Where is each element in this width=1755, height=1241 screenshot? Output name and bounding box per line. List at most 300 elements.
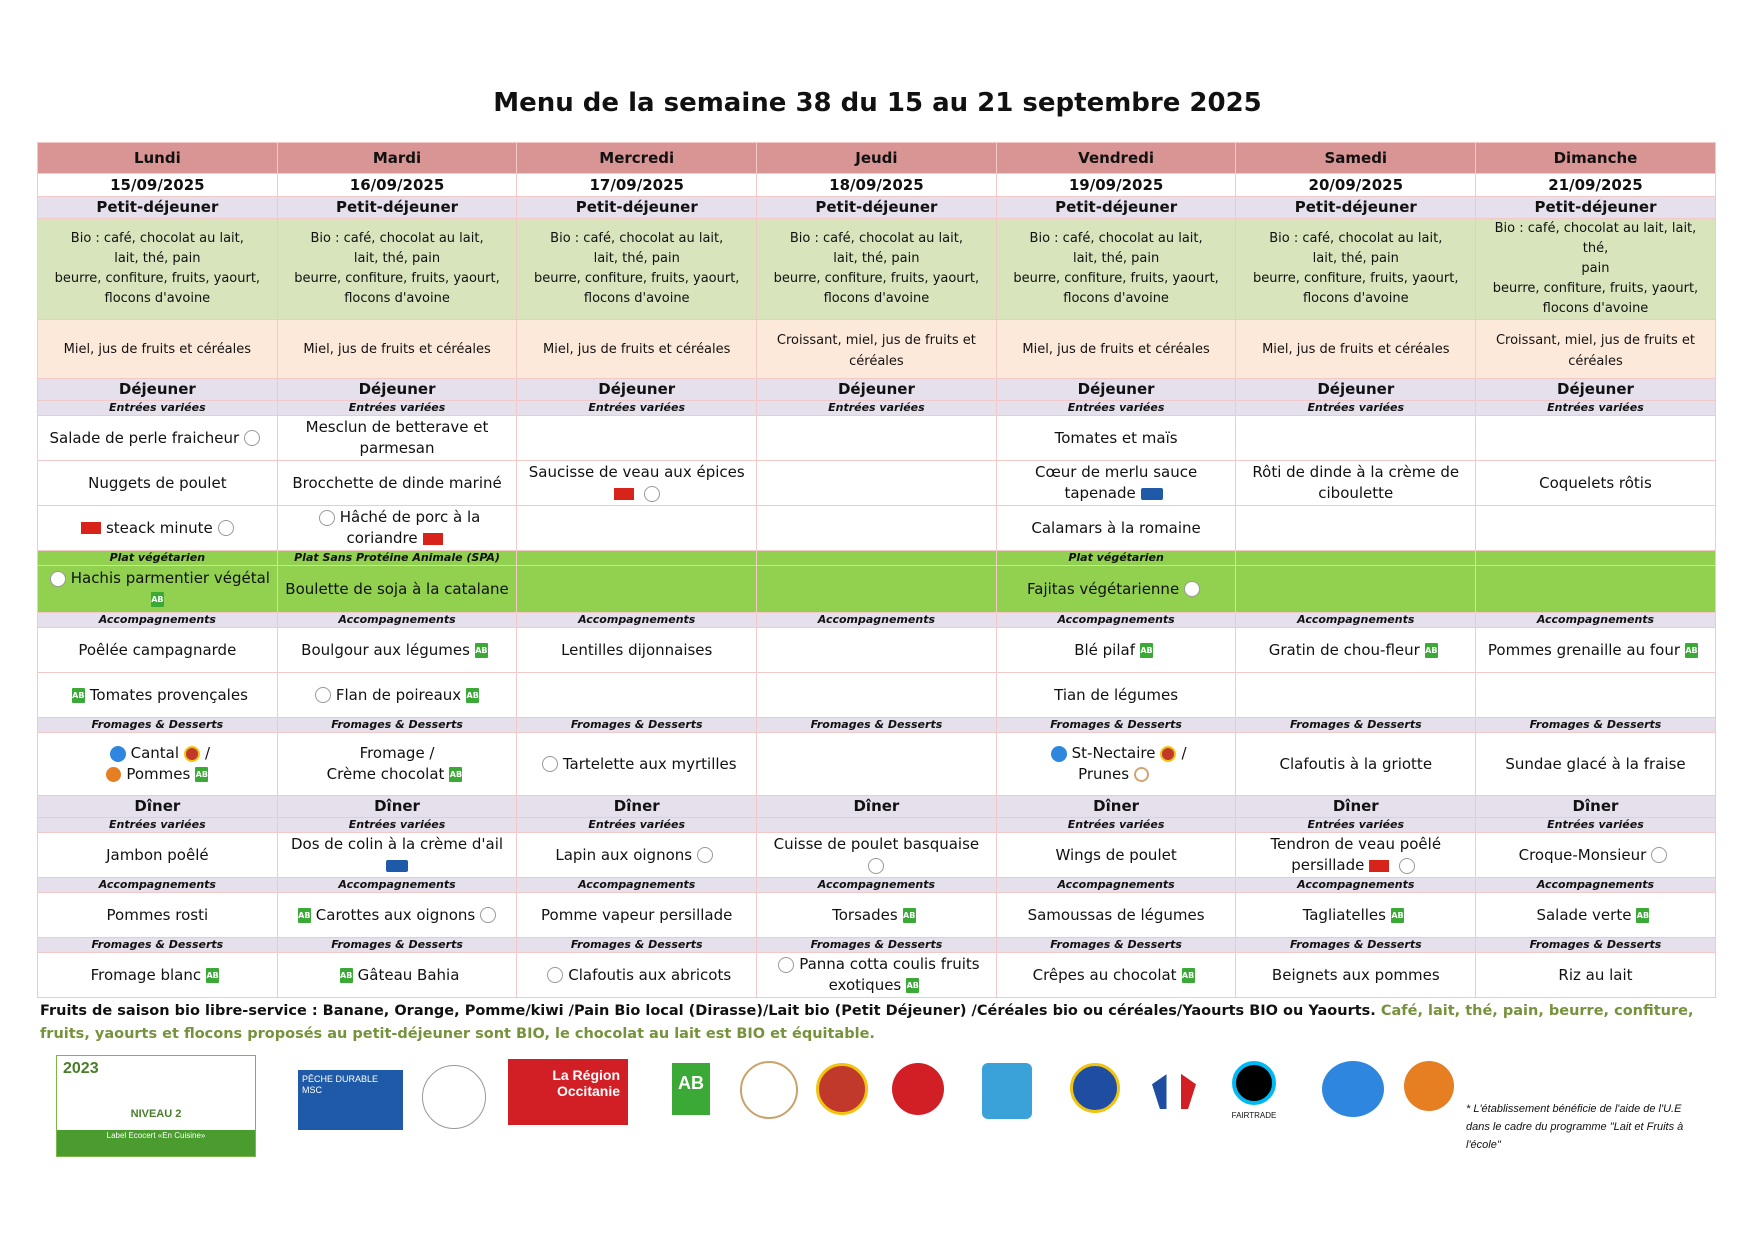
lunch-acc-row-2 <box>38 673 1716 718</box>
ab-logo: AB <box>672 1063 710 1115</box>
day-names-row <box>38 143 1716 174</box>
separator: / <box>205 744 211 762</box>
menu-item <box>517 733 757 796</box>
dish-name: Crème chocolat <box>326 765 445 783</box>
dish-name: Tagliatelles <box>1302 905 1386 924</box>
fait-maison-icon <box>1651 847 1667 863</box>
subsection-label: Entrées variées <box>38 818 278 833</box>
section-label: Dîner <box>1236 796 1476 818</box>
lunch-entrees-subheader <box>38 401 1716 416</box>
dish-name: Tartelette aux myrtilles <box>562 754 737 773</box>
breakfast-bio <box>38 219 278 320</box>
menu-item <box>757 416 997 461</box>
subsection-label: Fromages & Desserts <box>1476 938 1716 953</box>
subsection-label: Accompagnements <box>1476 613 1716 628</box>
day-date: 16/09/2025 <box>277 174 517 197</box>
subsection-label: Fromages & Desserts <box>1476 718 1716 733</box>
menu-item: Riz au lait <box>1476 953 1716 998</box>
dish-name: Salade verte <box>1536 905 1632 924</box>
menu-item <box>517 673 757 718</box>
menu-item: Poêlée campagnarde <box>38 628 278 673</box>
menu-item <box>38 953 278 998</box>
subsection-label: Entrées variées <box>1236 818 1476 833</box>
menu-item: Samoussas de légumes <box>996 893 1236 938</box>
menu-item: Pomme vapeur persillade <box>517 893 757 938</box>
breakfast-line: Bio : café, chocolat au lait, <box>70 231 244 246</box>
menu-item: Coquelets rôtis <box>1476 461 1716 506</box>
breakfast-line: beurre, confiture, fruits, yaourt, <box>1253 271 1459 286</box>
breakfast-bio <box>1476 219 1716 320</box>
menu-item: Tomates et maïs <box>996 416 1236 461</box>
section-label: Dîner <box>757 796 997 818</box>
breakfast-bio <box>1236 219 1476 320</box>
dish-name: Tomates provençales <box>89 685 248 704</box>
lunch-acc-row-1 <box>38 628 1716 673</box>
ab-bio-icon: AB <box>72 688 85 703</box>
subsection-label: Entrées variées <box>277 818 517 833</box>
breakfast-line: flocons d'avoine <box>344 291 450 306</box>
dish-name: Torsades <box>832 905 898 924</box>
section-label: Dîner <box>996 796 1236 818</box>
subsection-label: Entrées variées <box>277 401 517 416</box>
subsection-label: Plat végétarien <box>996 551 1236 566</box>
breakfast-line: Bio : café, chocolat au lait, <box>789 231 963 246</box>
empty-cell <box>517 566 757 613</box>
breakfast-bio <box>996 219 1236 320</box>
subsection-label: Entrées variées <box>517 818 757 833</box>
dish-name: steack minute <box>105 518 213 537</box>
subsection-label: Fromages & Desserts <box>277 718 517 733</box>
breakfast-line: flocons d'avoine <box>1063 291 1169 306</box>
ab-bio-icon: AB <box>206 968 219 983</box>
breakfast-line: lait, thé, pain <box>833 251 920 266</box>
subsection-label: Plat Sans Protéine Animale (SPA) <box>277 551 517 566</box>
menu-item: Tian de légumes <box>996 673 1236 718</box>
dish-name: Crêpes au chocolat <box>1032 965 1177 984</box>
menu-item <box>1476 506 1716 551</box>
menu-item: Clafoutis à la griotte <box>1236 733 1476 796</box>
vegetarian-subheader <box>38 551 1716 566</box>
fait-maison-icon <box>542 756 558 772</box>
menu-item <box>757 673 997 718</box>
subsection-label: Accompagnements <box>757 613 997 628</box>
aop-icon <box>184 746 200 762</box>
menu-item <box>1236 628 1476 673</box>
subsection-label: Entrées variées <box>1236 401 1476 416</box>
section-label: Déjeuner <box>1476 379 1716 401</box>
section-label: Petit-déjeuner <box>517 197 757 219</box>
section-label: Petit-déjeuner <box>38 197 278 219</box>
breakfast-line: beurre, confiture, fruits, yaourt, <box>1492 281 1699 296</box>
menu-item <box>277 628 517 673</box>
ab-bio-icon: AB <box>340 968 353 983</box>
lunch-entree-row-1 <box>38 416 1716 461</box>
ecocert-logo <box>56 1055 256 1157</box>
subsection-label: Fromages & Desserts <box>757 938 997 953</box>
dish-name: Hachis parmentier végétal <box>70 569 270 587</box>
menu-item: Calamars à la romaine <box>996 506 1236 551</box>
breakfast-line: Bio : café, chocolat au lait, lait, thé, <box>1494 221 1697 256</box>
breakfast-line: flocons d'avoine <box>583 291 690 306</box>
breakfast-line: pain <box>1581 261 1610 276</box>
empty-cell <box>757 818 997 833</box>
dinner-fd-row <box>38 953 1716 998</box>
dish-name: Lapin aux oignons <box>555 845 693 864</box>
subsection-label: Entrées variées <box>996 401 1236 416</box>
footer-black-text: Fruits de saison bio libre-service : Banane, Orange, Pomme/kiwi /Pain Bio local (Dirasse)/Lait bio (Petit Déjeuner) /Céréales bio ou céréales/Yaourts BIO ou Yaourts. <box>40 1003 1376 1019</box>
dish-name: Salade de perle fraicheur <box>49 428 240 447</box>
subsection-label: Fromages & Desserts <box>996 938 1236 953</box>
bleu-blanc-coeur-icon <box>1051 746 1067 762</box>
dish-name: Croque-Monsieur <box>1518 845 1647 864</box>
breakfast-line: Bio : café, chocolat au lait, <box>310 231 484 246</box>
dinner-entree-row <box>38 833 1716 878</box>
subsection-label: Accompagnements <box>38 613 278 628</box>
fait-maison-icon <box>315 687 331 703</box>
section-label: Déjeuner <box>996 379 1236 401</box>
breakfast-extra: Miel, jus de fruits et céréales <box>38 320 278 379</box>
subsection-label: Fromages & Desserts <box>38 718 278 733</box>
subsection-label: Accompagnements <box>1236 613 1476 628</box>
breakfast-line: beurre, confiture, fruits, yaourt, <box>533 271 740 286</box>
fairtrade-logo-icon <box>1232 1061 1276 1105</box>
menu-item <box>757 461 997 506</box>
subsection-label: Plat végétarien <box>38 551 278 566</box>
breakfast-bio <box>277 219 517 320</box>
fruits-ecole-logo-icon <box>1404 1061 1454 1111</box>
subsection-label: Entrées variées <box>1476 818 1716 833</box>
breakfast-line: Bio : café, chocolat au lait, <box>550 231 724 246</box>
label-rouge-logo-icon <box>892 1063 944 1115</box>
occitanie-icon <box>1369 860 1389 872</box>
menu-item <box>517 461 757 506</box>
fait-maison-icon <box>480 907 496 923</box>
footer-green-text: Café, lait, thé, pain, beurre, confiture, fruits, yaourts et flocons proposés au petit-déjeuner sont BIO, le chocolat au lait est BIO et équitable. <box>40 1003 1694 1042</box>
breakfast-line: Bio : café, chocolat au lait, <box>1269 231 1443 246</box>
breakfast-header-row <box>38 197 1716 219</box>
breakfast-line: lait, thé, pain <box>593 251 680 266</box>
menu-item <box>1476 416 1716 461</box>
dish-name: Clafoutis aux abricots <box>568 965 732 984</box>
fait-maison-icon <box>644 486 660 502</box>
viande-francaise-logo-icon <box>1152 1069 1196 1109</box>
breakfast-extra: Miel, jus de fruits et céréales <box>996 320 1236 379</box>
menu-item <box>517 953 757 998</box>
dish-name: Gâteau Bahia <box>357 965 460 984</box>
dish-name: Fajitas végétarienne <box>1027 579 1180 598</box>
section-label: Petit-déjeuner <box>996 197 1236 219</box>
subsection-label: Fromages & Desserts <box>517 718 757 733</box>
subsection-label: Entrées variées <box>517 401 757 416</box>
ab-bio-icon: AB <box>449 767 462 782</box>
menu-item <box>1476 833 1716 878</box>
breakfast-line: beurre, confiture, fruits, yaourt, <box>294 271 500 286</box>
breakfast-extra-row <box>38 320 1716 379</box>
menu-item <box>1476 673 1716 718</box>
section-label: Petit-déjeuner <box>277 197 517 219</box>
dinner-acc-subheader <box>38 878 1716 893</box>
aop-icon <box>1160 746 1176 762</box>
dish-name: Saucisse de veau aux épices <box>528 463 745 481</box>
footer-note <box>40 1000 1715 1046</box>
dish-name: Cantal <box>130 744 180 762</box>
day-date: 15/09/2025 <box>38 174 278 197</box>
section-label: Petit-déjeuner <box>1476 197 1716 219</box>
lunch-entree-row-2 <box>38 461 1716 506</box>
empty-cell <box>757 551 997 566</box>
dinner-fd-subheader <box>38 938 1716 953</box>
subsection-label: Accompagnements <box>996 878 1236 893</box>
menu-item <box>1476 628 1716 673</box>
subsection-label: Accompagnements <box>517 878 757 893</box>
menu-item <box>996 461 1236 506</box>
menu-item <box>757 953 997 998</box>
subsection-label: Accompagnements <box>277 878 517 893</box>
section-label: Dîner <box>277 796 517 818</box>
lunch-fd-subheader <box>38 718 1716 733</box>
empty-cell <box>1236 551 1476 566</box>
subsection-label: Fromages & Desserts <box>38 938 278 953</box>
menu-item <box>996 628 1236 673</box>
section-label: Déjeuner <box>38 379 278 401</box>
fait-maison-icon <box>1399 858 1415 874</box>
ab-bio-icon: AB <box>466 688 479 703</box>
ecocert-year: 2023 <box>63 1060 99 1077</box>
dish-name: Prunes <box>1078 765 1130 783</box>
menu-item <box>277 953 517 998</box>
menu-item <box>1236 893 1476 938</box>
menu-item <box>996 733 1236 796</box>
section-label: Déjeuner <box>1236 379 1476 401</box>
menu-item <box>1236 416 1476 461</box>
dinner-acc-row <box>38 893 1716 938</box>
eu-note: * L'établissement bénéficie de l'aide de l'U.E dans le cadre du programme "Lait et Fruits à l'école" <box>1466 1103 1684 1151</box>
menu-item: Sundae glacé à la fraise <box>1476 733 1716 796</box>
breakfast-line: Bio : café, chocolat au lait, <box>1029 231 1203 246</box>
ab-bio-icon: AB <box>1636 908 1649 923</box>
dish-name: Hâché de porc à la coriandre <box>339 508 481 547</box>
breakfast-line: flocons d'avoine <box>1302 291 1409 306</box>
menu-item: Rôti de dinde à la crème de ciboulette <box>1236 461 1476 506</box>
breakfast-line: flocons d'avoine <box>104 291 211 306</box>
empty-cell <box>1236 566 1476 613</box>
subsection-label: Entrées variées <box>1476 401 1716 416</box>
menu-item: Jambon poêlé <box>38 833 278 878</box>
menu-item <box>38 673 278 718</box>
day-name: Mercredi <box>517 143 757 174</box>
breakfast-line: lait, thé, pain <box>114 251 201 266</box>
section-label: Déjeuner <box>277 379 517 401</box>
dish-name: Carottes aux oignons <box>315 905 476 924</box>
breakfast-line: beurre, confiture, fruits, yaourt, <box>54 271 261 286</box>
subsection-label: Fromages & Desserts <box>757 718 997 733</box>
empty-cell <box>757 566 997 613</box>
breakfast-bio-row <box>38 219 1716 320</box>
dinner-header-row <box>38 796 1716 818</box>
dish-name: St-Nectaire <box>1071 744 1156 762</box>
breakfast-extra: Miel, jus de fruits et céréales <box>1236 320 1476 379</box>
menu-item <box>1236 833 1476 878</box>
subsection-label: Entrées variées <box>996 818 1236 833</box>
menu-item <box>38 566 278 613</box>
subsection-label: Entrées variées <box>38 401 278 416</box>
menu-item <box>757 893 997 938</box>
dish-name: Flan de poireaux <box>335 685 462 704</box>
fait-maison-icon <box>218 520 234 536</box>
section-label: Petit-déjeuner <box>1236 197 1476 219</box>
weekly-menu-table <box>37 142 1716 998</box>
ab-bio-icon: AB <box>195 767 208 782</box>
terroir-icon <box>1134 767 1149 782</box>
subsection-label: Accompagnements <box>38 878 278 893</box>
subsection-label: Accompagnements <box>757 878 997 893</box>
empty-cell <box>1476 551 1716 566</box>
fait-maison-icon <box>1184 581 1200 597</box>
dish-name: Fromage blanc <box>90 965 202 984</box>
subsection-label: Fromages & Desserts <box>277 938 517 953</box>
menu-item: Nuggets de poulet <box>38 461 278 506</box>
subsection-label: Fromages & Desserts <box>1236 938 1476 953</box>
aop-logo-icon <box>816 1063 868 1115</box>
lunch-accompagnements-subheader <box>38 613 1716 628</box>
menu-item <box>277 833 517 878</box>
subsection-label: Accompagnements <box>1236 878 1476 893</box>
lunch-header-row <box>38 379 1716 401</box>
occitanie-logo: La Région Occitanie <box>508 1059 628 1125</box>
fairtrade-label: FAIRTRADE <box>1231 1111 1277 1120</box>
dish-name: Blé pilaf <box>1074 640 1135 659</box>
menu-item <box>277 733 517 796</box>
breakfast-extra: Miel, jus de fruits et céréales <box>517 320 757 379</box>
menu-item: Pommes rosti <box>38 893 278 938</box>
dish-name: Cuisse de poulet basquaise <box>773 835 980 853</box>
dish-name: Panna cotta coulis fruits exotiques <box>799 955 980 994</box>
menu-item <box>757 628 997 673</box>
day-name: Vendredi <box>996 143 1236 174</box>
separator: / <box>1181 744 1187 762</box>
empty-cell <box>517 551 757 566</box>
menu-item <box>1476 893 1716 938</box>
day-date: 18/09/2025 <box>757 174 997 197</box>
lunch-fd-row <box>38 733 1716 796</box>
menu-item <box>757 833 997 878</box>
subsection-label: Accompagnements <box>517 613 757 628</box>
day-name: Jeudi <box>757 143 997 174</box>
menu-item <box>38 416 278 461</box>
dish-name: Pommes <box>126 765 191 783</box>
subsection-label: Accompagnements <box>277 613 517 628</box>
menu-item: Mesclun de betterave et parmesan <box>277 416 517 461</box>
dish-name: Cœur de merlu sauce tapenade <box>1034 463 1198 502</box>
msc-icon <box>386 860 408 872</box>
menu-item <box>757 506 997 551</box>
menu-item <box>38 506 278 551</box>
breakfast-extra: Miel, jus de fruits et céréales <box>277 320 517 379</box>
occitanie-icon <box>614 488 634 500</box>
dish-name: Gratin de chou-fleur <box>1268 640 1420 659</box>
msc-icon <box>1141 488 1163 500</box>
menu-item: Beignets aux pommes <box>1236 953 1476 998</box>
day-name: Lundi <box>38 143 278 174</box>
ab-bio-icon: AB <box>903 908 916 923</box>
ab-bio-icon: AB <box>906 978 919 993</box>
subsection-label: Fromages & Desserts <box>1236 718 1476 733</box>
ab-bio-icon: AB <box>1182 968 1195 983</box>
breakfast-extra: Croissant, miel, jus de fruits et céréales <box>1476 320 1716 379</box>
day-name: Dimanche <box>1476 143 1716 174</box>
section-label: Dîner <box>38 796 278 818</box>
empty-cell <box>1476 566 1716 613</box>
fait-maison-icon <box>697 847 713 863</box>
dish-name: Dos de colin à la crème d'ail <box>291 835 504 853</box>
lait-ecole-logo-icon <box>1322 1061 1384 1117</box>
menu-item <box>1236 673 1476 718</box>
breakfast-line: beurre, confiture, fruits, yaourt, <box>773 271 980 286</box>
menu-item <box>1236 506 1476 551</box>
igp-logo-icon <box>1070 1063 1120 1113</box>
fait-maison-icon <box>868 858 884 874</box>
menu-item: Brocchette de dinde mariné <box>277 461 517 506</box>
dates-row <box>38 174 1716 197</box>
fruits-ecole-icon <box>106 767 121 782</box>
ab-bio-icon: AB <box>151 592 164 607</box>
label-rouge-seal-icon <box>740 1061 798 1119</box>
ab-bio-icon: AB <box>298 908 311 923</box>
breakfast-line: lait, thé, pain <box>353 251 441 266</box>
ab-bio-icon: AB <box>475 643 488 658</box>
section-label: Déjeuner <box>517 379 757 401</box>
occitanie-icon <box>81 522 101 534</box>
menu-item: Lentilles dijonnaises <box>517 628 757 673</box>
dinner-entrees-subheader <box>38 818 1716 833</box>
occitanie-icon <box>423 533 443 545</box>
menu-item <box>277 673 517 718</box>
menu-item <box>517 416 757 461</box>
section-label: Petit-déjeuner <box>757 197 997 219</box>
subsection-label: Fromages & Desserts <box>996 718 1236 733</box>
ab-bio-icon: AB <box>1425 643 1438 658</box>
dish-name: Tendron de veau poêlé persillade <box>1270 835 1442 874</box>
fait-maison-icon <box>778 957 794 973</box>
fait-maison-icon <box>547 967 563 983</box>
subsection-label: Accompagnements <box>996 613 1236 628</box>
bleu-blanc-coeur-logo-icon <box>982 1063 1032 1119</box>
menu-item <box>996 953 1236 998</box>
dish-name: Boulgour aux légumes <box>301 640 470 659</box>
breakfast-line: lait, thé, pain <box>1312 251 1399 266</box>
breakfast-bio <box>757 219 997 320</box>
menu-item <box>757 733 997 796</box>
section-label: Dîner <box>517 796 757 818</box>
ab-bio-icon: AB <box>1140 643 1153 658</box>
msc-logo: PÊCHE DURABLE MSC <box>298 1070 403 1130</box>
fait-maison-icon <box>50 571 66 587</box>
day-name: Samedi <box>1236 143 1476 174</box>
day-name: Mardi <box>277 143 517 174</box>
subsection-label: Entrées variées <box>757 401 997 416</box>
menu-item: Wings de poulet <box>996 833 1236 878</box>
menu-item <box>517 833 757 878</box>
day-date: 19/09/2025 <box>996 174 1236 197</box>
menu-item <box>517 506 757 551</box>
ecocert-label: Label Ecocert «En Cuisine» <box>57 1130 255 1156</box>
day-date: 17/09/2025 <box>517 174 757 197</box>
bleu-blanc-coeur-icon <box>110 746 126 762</box>
lunch-entree-row-3 <box>38 506 1716 551</box>
menu-item <box>38 733 278 796</box>
ecocert-level: NIVEAU 2 <box>130 1108 182 1120</box>
menu-item <box>277 506 517 551</box>
